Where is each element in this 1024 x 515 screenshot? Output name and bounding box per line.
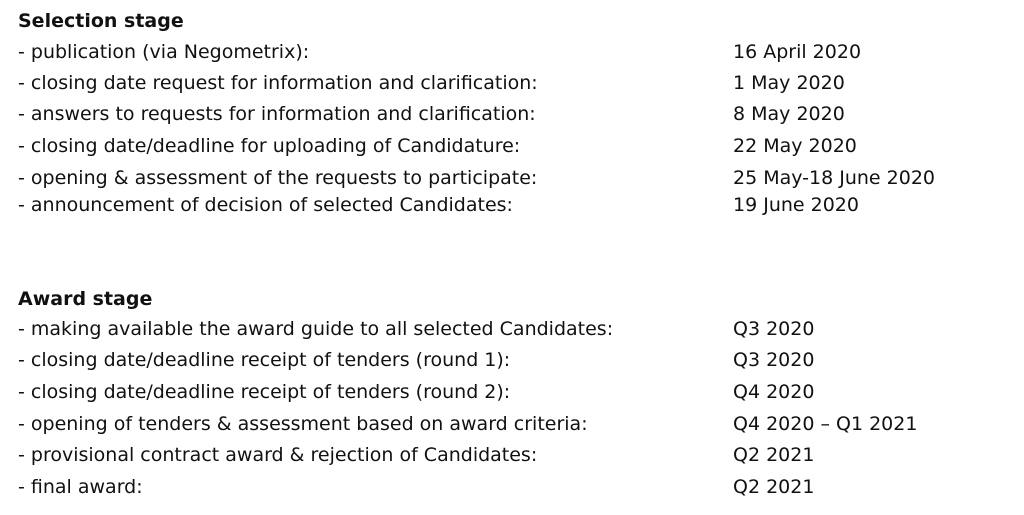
award-item-date: Q4 2020 bbox=[733, 381, 815, 403]
award-item-label: - closing date/deadline receipt of tenders (round 1): bbox=[18, 349, 511, 371]
selection-item-date: 22 May 2020 bbox=[733, 135, 857, 157]
selection-item-closing-rfi bbox=[18, 71, 1008, 95]
selection-item-label: - closing date/deadline for uploading of Candidature: bbox=[18, 135, 521, 157]
award-item-guide bbox=[18, 317, 1008, 341]
selection-item-date: 1 May 2020 bbox=[733, 72, 845, 94]
selection-item-date: 8 May 2020 bbox=[733, 103, 845, 125]
selection-item-label: - opening & assessment of the requests to participate: bbox=[18, 167, 538, 189]
selection-item-label: - closing date request for information and clarification: bbox=[18, 72, 538, 94]
award-stage-heading: Award stage bbox=[18, 288, 153, 310]
selection-item-publication bbox=[18, 40, 1008, 64]
award-item-final bbox=[18, 475, 1008, 499]
award-item-label: - final award: bbox=[18, 476, 143, 498]
selection-item-date: 16 April 2020 bbox=[733, 41, 862, 63]
award-item-provisional bbox=[18, 443, 1008, 467]
selection-item-announcement bbox=[18, 193, 1008, 217]
award-item-date: Q3 2020 bbox=[733, 349, 815, 371]
selection-item-label: - announcement of decision of selected Candidates: bbox=[18, 194, 513, 216]
award-item-label: - provisional contract award & rejection of Candidates: bbox=[18, 444, 538, 466]
award-item-date: Q2 2021 bbox=[733, 476, 815, 498]
selection-item-label: - answers to requests for information and clarification: bbox=[18, 103, 536, 125]
selection-item-upload-deadline bbox=[18, 134, 1008, 158]
award-item-round-2 bbox=[18, 380, 1008, 404]
selection-stage-heading: Selection stage bbox=[18, 10, 184, 32]
award-item-date: Q4 2020 – Q1 2021 bbox=[733, 413, 918, 435]
selection-item-date: 19 June 2020 bbox=[733, 194, 859, 216]
award-item-round-1 bbox=[18, 348, 1008, 372]
selection-item-answers bbox=[18, 102, 1008, 126]
award-item-date: Q3 2020 bbox=[733, 318, 815, 340]
award-item-label: - making available the award guide to all selected Candidates: bbox=[18, 318, 614, 340]
award-item-opening bbox=[18, 412, 1008, 436]
selection-item-label: - publication (via Negometrix): bbox=[18, 41, 310, 63]
award-item-label: - opening of tenders & assessment based on award criteria: bbox=[18, 413, 588, 435]
selection-item-date: 25 May-18 June 2020 bbox=[733, 167, 936, 189]
selection-item-assessment bbox=[18, 166, 1008, 190]
award-item-label: - closing date/deadline receipt of tenders (round 2): bbox=[18, 381, 511, 403]
award-item-date: Q2 2021 bbox=[733, 444, 815, 466]
